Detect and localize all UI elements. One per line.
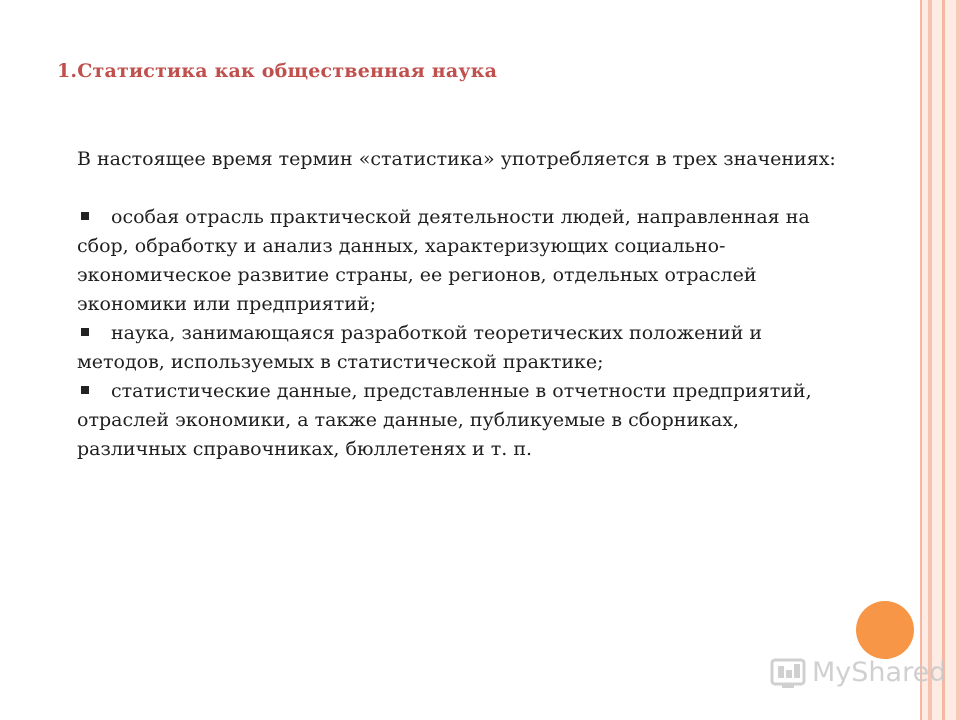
spacer <box>77 174 847 203</box>
decorative-circle <box>856 601 914 659</box>
side-stripe-panel <box>920 0 960 720</box>
bullet-item-text: статистические данные, представленные в отчетности предприятий, отраслей экономики, а также данные, публикуемые в сборниках, различных справочниках, бюллетенях и т. п. <box>77 380 812 460</box>
watermark <box>768 652 946 692</box>
square-bullet-icon <box>81 328 89 336</box>
square-bullet-icon <box>81 386 89 394</box>
bullet-item-text: наука, занимающаяся разработкой теоретических положений и методов, используемых в статистической практике; <box>77 322 763 373</box>
slide-title: 1.Статистика как общественная наука <box>57 60 498 82</box>
intro-paragraph: В настоящее время термин «статистика» употребляется в трех значениях: <box>77 148 836 170</box>
bullet-item-text: особая отрасль практической деятельности людей, направленная на сбор, обработку и анализ данных, характеризующих социально-экономическое развитие страны, ее регионов, отдельных отраслей экономики или предприятий; <box>77 206 810 315</box>
bullet-item <box>77 377 847 464</box>
stripe-line <box>920 0 922 720</box>
stripe-line <box>942 0 945 720</box>
square-bullet-icon <box>81 212 89 220</box>
stripe-line <box>928 0 932 720</box>
watermark-text: MyShared <box>812 656 947 688</box>
bullet-item <box>77 203 847 319</box>
myshared-logo-icon <box>768 654 808 690</box>
bullet-item <box>77 319 847 377</box>
slide-body <box>77 145 847 464</box>
stripe-line <box>956 0 960 720</box>
